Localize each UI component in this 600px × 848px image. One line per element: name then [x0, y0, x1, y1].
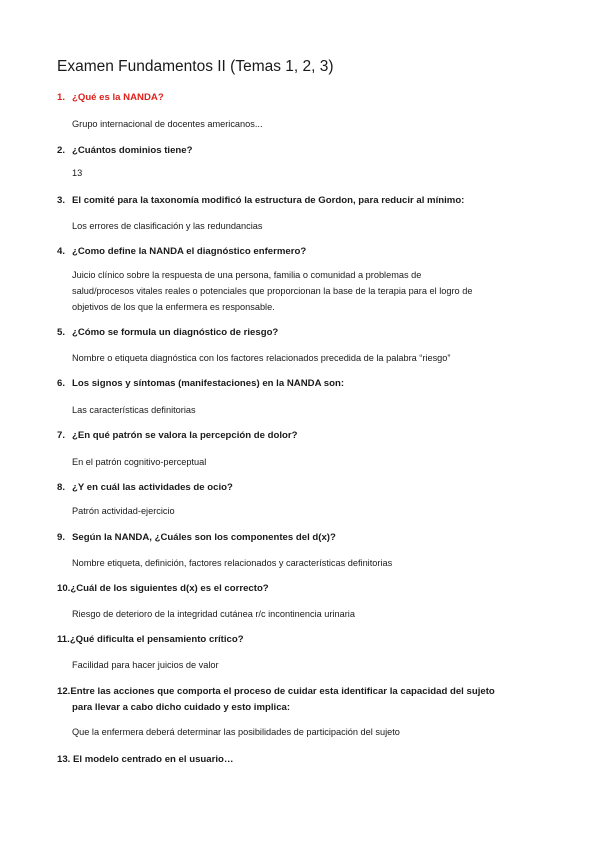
question-7 — [57, 430, 298, 441]
question-text: Los signos y síntomas (manifestaciones) en la NANDA son: — [72, 378, 345, 389]
question-number: 10. — [57, 583, 71, 594]
answer-1: Grupo internacional de docentes americanos... — [72, 119, 263, 129]
question-9 — [57, 532, 336, 543]
question-number: 9. — [57, 532, 66, 543]
question-10 — [57, 583, 269, 594]
question-text: ¿Cómo se formula un diagnóstico de riesgo? — [72, 327, 279, 338]
question-text: ¿Cuál de los siguientes d(x) es el correcto? — [70, 583, 269, 594]
question-12 — [57, 686, 495, 697]
answer-2: 13 — [72, 168, 83, 178]
question-number: 6. — [57, 378, 66, 389]
answer-4-line-3: objetivos de los que la enfermera es responsable. — [72, 302, 275, 312]
answer-6: Las características definitorias — [72, 405, 196, 415]
question-11 — [57, 634, 244, 645]
question-text: ¿Como define la NANDA el diagnóstico enfermero? — [72, 246, 307, 257]
answer-5: Nombre o etiqueta diagnóstica con los factores relacionados precedida de la palabra “riesgo” — [72, 353, 451, 363]
answer-4-line-1: Juicio clínico sobre la respuesta de una persona, familia o comunidad a problemas de — [72, 270, 422, 280]
question-6 — [57, 378, 344, 389]
question-text: ¿Qué dificulta el pensamiento crítico? — [69, 634, 244, 645]
question-number: 12. — [57, 686, 71, 697]
page-title: Examen Fundamentos II (Temas 1, 2, 3) — [57, 58, 334, 75]
answer-11: Facilidad para hacer juicios de valor — [72, 660, 219, 670]
answer-8: Patrón actividad-ejercicio — [72, 506, 175, 516]
answer-3: Los errores de clasificación y las redundancias — [72, 221, 263, 231]
answer-4-line-2: salud/procesos vitales reales o potenciales que proporcionan la base de la terapia para el logro de — [72, 286, 473, 296]
question-text: Según la NANDA, ¿Cuáles son los componentes del d(x)? — [72, 532, 336, 543]
question-number: 1. — [57, 92, 66, 103]
question-text: ¿Y en cuál las actividades de ocio? — [72, 482, 233, 493]
question-number: 2. — [57, 145, 66, 156]
question-number: 3. — [57, 195, 66, 206]
question-number: 5. — [57, 327, 66, 338]
question-text: ¿En qué patrón se valora la percepción de dolor? — [72, 430, 298, 441]
question-5 — [57, 327, 278, 338]
answer-10: Riesgo de deterioro de la integridad cutánea r/c incontinencia urinaria — [72, 609, 355, 619]
answer-12: Que la enfermera deberá determinar las posibilidades de participación del sujeto — [72, 727, 400, 737]
question-number: 11. — [57, 634, 70, 645]
question-number: 7. — [57, 430, 66, 441]
question-2 — [57, 145, 192, 156]
question-number: 8. — [57, 482, 66, 493]
question-number: 4. — [57, 246, 66, 257]
question-4 — [57, 246, 306, 257]
question-text: ¿Cuántos dominios tiene? — [72, 145, 193, 156]
question-number: 13. — [57, 754, 71, 765]
answer-7: En el patrón cognitivo-perceptual — [72, 457, 207, 467]
question-text: ¿Qué es la NANDA? — [72, 92, 164, 103]
question-3 — [57, 195, 464, 206]
question-text: El modelo centrado en el usuario… — [70, 754, 234, 765]
answer-9: Nombre etiqueta, definición, factores relacionados y características definitorias — [72, 558, 393, 568]
question-1 — [57, 92, 164, 103]
question-text: Entre las acciones que comporta el proceso de cuidar esta identificar la capacidad del sujeto — [70, 686, 495, 697]
question-8 — [57, 482, 233, 493]
question-13 — [57, 754, 233, 765]
question-12-continuation: para llevar a cabo dicho cuidado y esto implica: — [72, 702, 291, 713]
question-text: El comité para la taxonomía modificó la estructura de Gordon, para reducir al mínimo: — [72, 195, 465, 206]
